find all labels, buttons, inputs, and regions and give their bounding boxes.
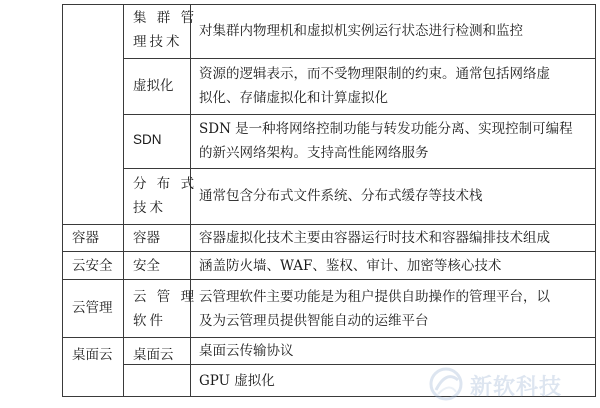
description-line: 通常包含分布式文件系统、分布式缓存等技术栈 <box>199 188 483 204</box>
item-line: 理技术 <box>133 34 183 50</box>
item-line: 集 群 管 <box>133 10 198 26</box>
item-cell <box>133 254 160 278</box>
description-cell <box>199 19 523 43</box>
item-cell <box>133 6 197 54</box>
watermark <box>426 364 586 404</box>
row-divider <box>123 168 596 169</box>
item-line: 分 布 式 <box>133 176 198 192</box>
column-divider <box>123 4 124 397</box>
description-cell <box>199 184 483 208</box>
item-line: 容器 <box>133 230 160 246</box>
watermark-text: 新软科技 <box>470 375 563 400</box>
item-cell <box>133 74 174 98</box>
item-line: 桌面云 <box>133 347 174 363</box>
item-cell <box>133 128 162 152</box>
description-cell <box>199 339 294 363</box>
description-cell <box>199 369 275 393</box>
row-divider <box>62 279 596 280</box>
table-top-border <box>62 4 596 5</box>
category-label: 桌面云 <box>72 347 113 363</box>
row-divider <box>123 114 596 115</box>
description-line: 对集群内物理机和虚拟机实例运行状态进行检测和监控 <box>199 23 523 39</box>
description-line: 容器虚拟化技术主要由容器运行时技术和容器编排技术组成 <box>199 230 550 246</box>
category-cell <box>72 296 113 320</box>
description-line: 资源的逻辑表示，而不受物理限制的约束。通常包括网络虚 <box>199 66 550 82</box>
item-line: 虚拟化 <box>133 78 174 94</box>
item-cell <box>133 226 160 250</box>
description-cell <box>199 62 550 110</box>
description-cell <box>199 254 501 278</box>
description-line: 涵盖防火墙、WAF、鉴权、审计、加密等核心技术 <box>199 258 502 274</box>
description-line: 及为云管理员提供智能自动的运维平台 <box>199 313 429 329</box>
description-line: 拟化、存储虚拟化和计算虚拟化 <box>199 90 388 106</box>
description-line: SDN 是一种将网络控制功能与转发功能分离、实现控制可编程 <box>199 121 573 137</box>
description-line: GPU 虚拟化 <box>199 373 275 389</box>
item-cell <box>133 285 197 333</box>
item-cell <box>133 172 197 220</box>
item-cell <box>133 343 174 367</box>
description-line: 桌面云传输协议 <box>199 343 294 359</box>
description-line: 云管理软件主要功能是为租户提供自助操作的管理平台，以 <box>199 289 550 305</box>
item-line: SDN <box>133 132 162 147</box>
table-left-border <box>62 4 63 397</box>
row-divider <box>62 337 596 338</box>
swirl-logo-icon <box>426 364 466 404</box>
row-divider <box>62 224 596 225</box>
category-cell <box>72 254 113 278</box>
description-line: 的新兴网络架构。支持高性能网络服务 <box>199 145 429 161</box>
item-line: 软件 <box>133 313 166 329</box>
description-cell <box>199 285 550 333</box>
row-divider <box>123 58 596 59</box>
category-label: 云管理 <box>72 300 113 316</box>
category-label: 容器 <box>72 230 99 246</box>
description-cell <box>199 226 550 250</box>
row-divider <box>62 251 596 252</box>
item-line: 安全 <box>133 258 160 274</box>
category-cell <box>72 226 99 250</box>
item-line: 云 管 理 <box>133 289 198 305</box>
item-line: 技术 <box>133 200 166 216</box>
category-cell <box>72 343 113 367</box>
table-right-border <box>595 4 596 397</box>
description-cell <box>199 117 573 165</box>
category-label: 云安全 <box>72 258 113 274</box>
